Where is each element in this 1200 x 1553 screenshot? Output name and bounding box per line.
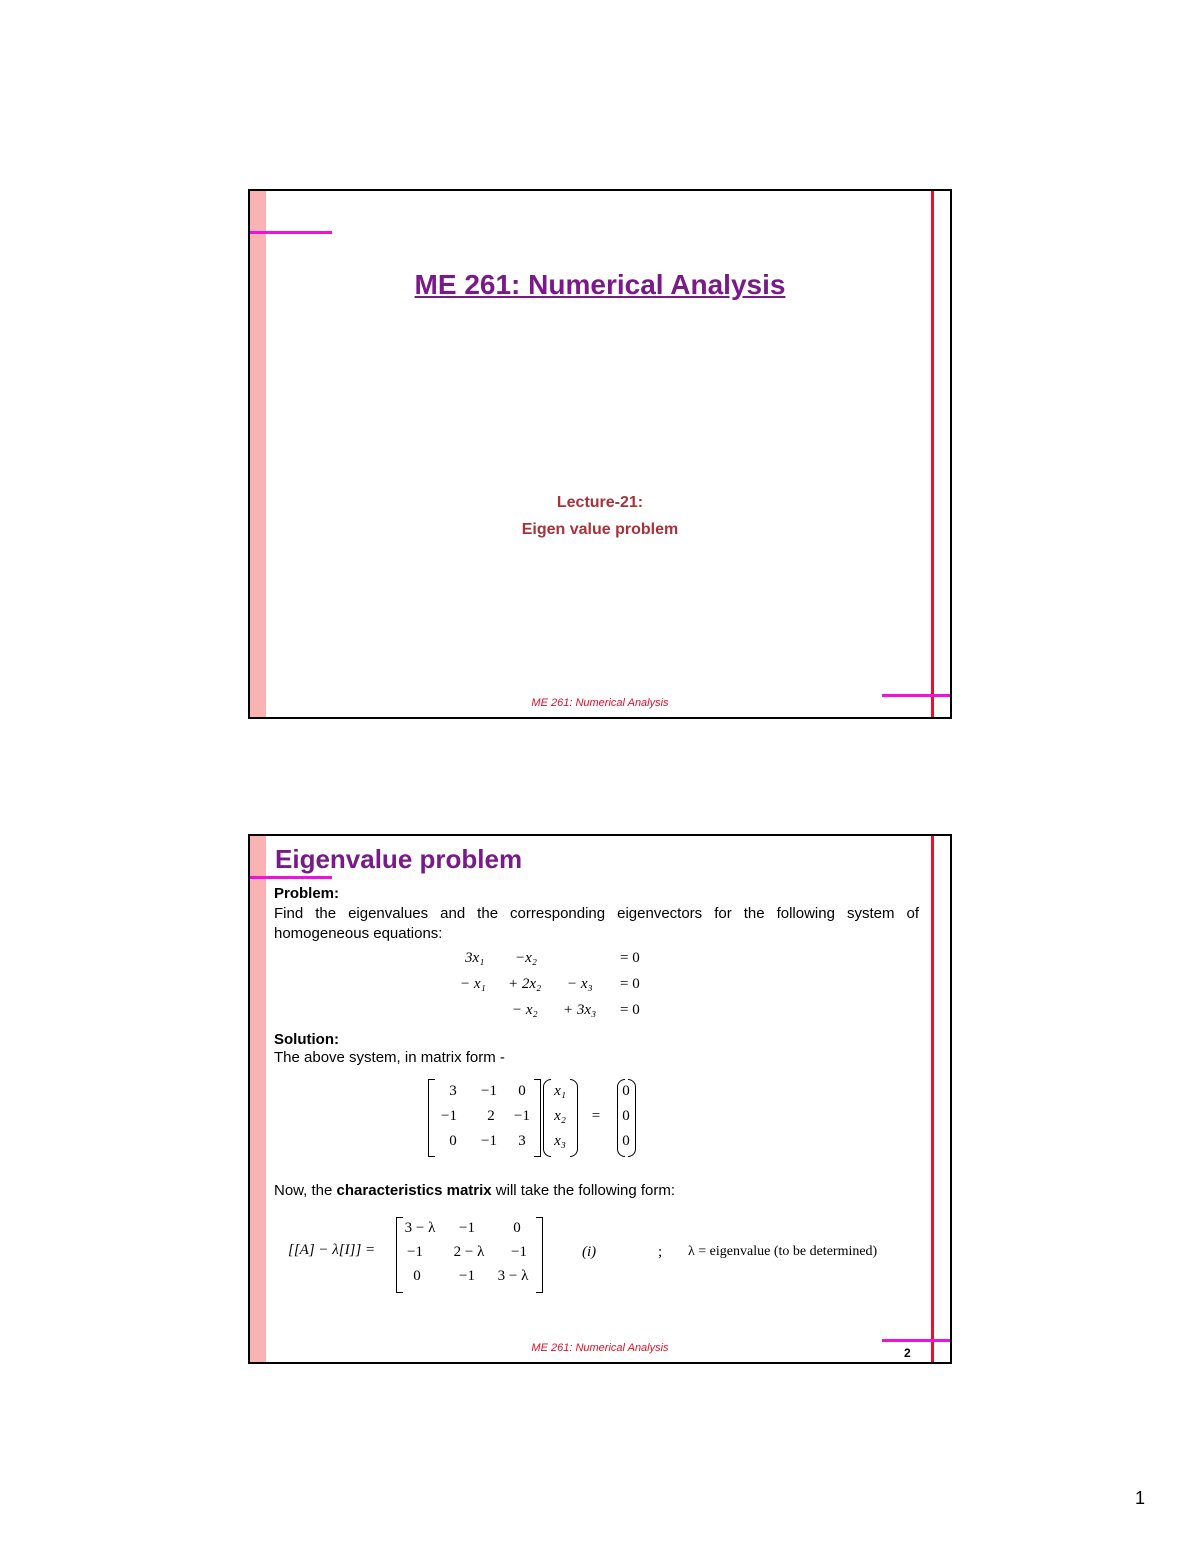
char-matrix-cell: 3 − λ <box>497 1268 529 1284</box>
vector-x-cell: x₂ <box>554 1108 566 1124</box>
char-matrix-cell: −1 <box>511 1244 527 1260</box>
eq2-term2: + 2x₂ <box>508 976 542 992</box>
top-accent-line <box>250 231 332 234</box>
equals-sign: = <box>591 1108 601 1124</box>
characteristic-text: Now, the characteristics matrix will take the following form: <box>274 1182 676 1199</box>
left-accent-bar <box>250 836 266 1362</box>
lecture-number: Lecture-21: <box>556 494 644 511</box>
matrix-cell: −1 <box>481 1083 497 1099</box>
matrix-cell: −1 <box>481 1133 497 1149</box>
vector-zero-cell: 0 <box>622 1083 630 1099</box>
char-matrix-cell: 2 − λ <box>453 1244 485 1260</box>
matrix-cell: 3 <box>518 1133 526 1149</box>
eq1-term2: −x₂ <box>515 950 537 966</box>
semicolon: ; <box>658 1244 663 1260</box>
eq1-term1: 3x₁ <box>465 950 485 966</box>
matrix-cell: 0 <box>518 1083 526 1099</box>
matrix-bracket-right <box>536 1217 543 1293</box>
eq1-rhs: = 0 <box>620 950 640 966</box>
char-matrix-cell: 0 <box>513 1220 521 1236</box>
solution-text: The above system, in matrix form - <box>274 1049 505 1066</box>
lambda-note: λ = eigenvalue (to be determined) <box>688 1244 878 1259</box>
char-matrix-cell: −1 <box>407 1244 423 1260</box>
vector-x-cell: x₃ <box>554 1133 566 1149</box>
right-accent-line <box>931 836 934 1362</box>
char-lhs: [[A] − λ[I]] = <box>288 1242 376 1258</box>
matrix-cell: −1 <box>441 1108 457 1124</box>
matrix-cell: 2 <box>487 1108 495 1124</box>
problem-text-line2: homogeneous equations: <box>274 925 443 942</box>
slide-heading: Eigenvalue problem <box>275 844 523 874</box>
equation-label: (i) <box>582 1244 597 1260</box>
page-number: 1 <box>1134 1488 1145 1508</box>
lecture-topic: Eigen value problem <box>521 521 679 538</box>
slide-footer: ME 261: Numerical Analysis <box>531 1342 669 1354</box>
problem-text-line1: Find the eigenvalues and the corresponding eigenvectors for the following system of <box>274 905 919 922</box>
solution-label: Solution: <box>274 1031 339 1048</box>
slide-title <box>248 189 952 719</box>
problem-label: Problem: <box>274 885 340 902</box>
matrix-cell: 3 <box>449 1083 457 1099</box>
characteristic-term: characteristics matrix <box>336 1182 492 1199</box>
eq3-term3: + 3x₃ <box>563 1002 597 1018</box>
eq2-rhs: = 0 <box>620 976 640 992</box>
top-accent-line <box>250 876 332 879</box>
vector-zero-cell: 0 <box>622 1108 630 1124</box>
vector-zero-cell: 0 <box>622 1133 630 1149</box>
matrix-cell: 0 <box>449 1133 457 1149</box>
eq3-term2: − x₂ <box>512 1002 538 1018</box>
char-matrix-cell: −1 <box>459 1268 475 1284</box>
eq2-term3: − x₃ <box>567 976 593 992</box>
course-title: ME 261: Numerical Analysis <box>414 269 786 300</box>
char-matrix-cell: −1 <box>459 1220 475 1236</box>
eq2-term1: − x₁ <box>460 976 486 992</box>
eq3-rhs: = 0 <box>620 1002 640 1018</box>
slide-footer: ME 261: Numerical Analysis <box>531 697 669 709</box>
slide-eigenvalue-problem <box>248 834 952 1364</box>
vector-x-cell: x₁ <box>554 1083 566 1099</box>
matrix-cell: −1 <box>514 1108 530 1124</box>
char-matrix-cell: 3 − λ <box>404 1220 436 1236</box>
char-matrix-cell: 0 <box>413 1268 421 1284</box>
slide-page-number: 2 <box>904 1346 911 1360</box>
